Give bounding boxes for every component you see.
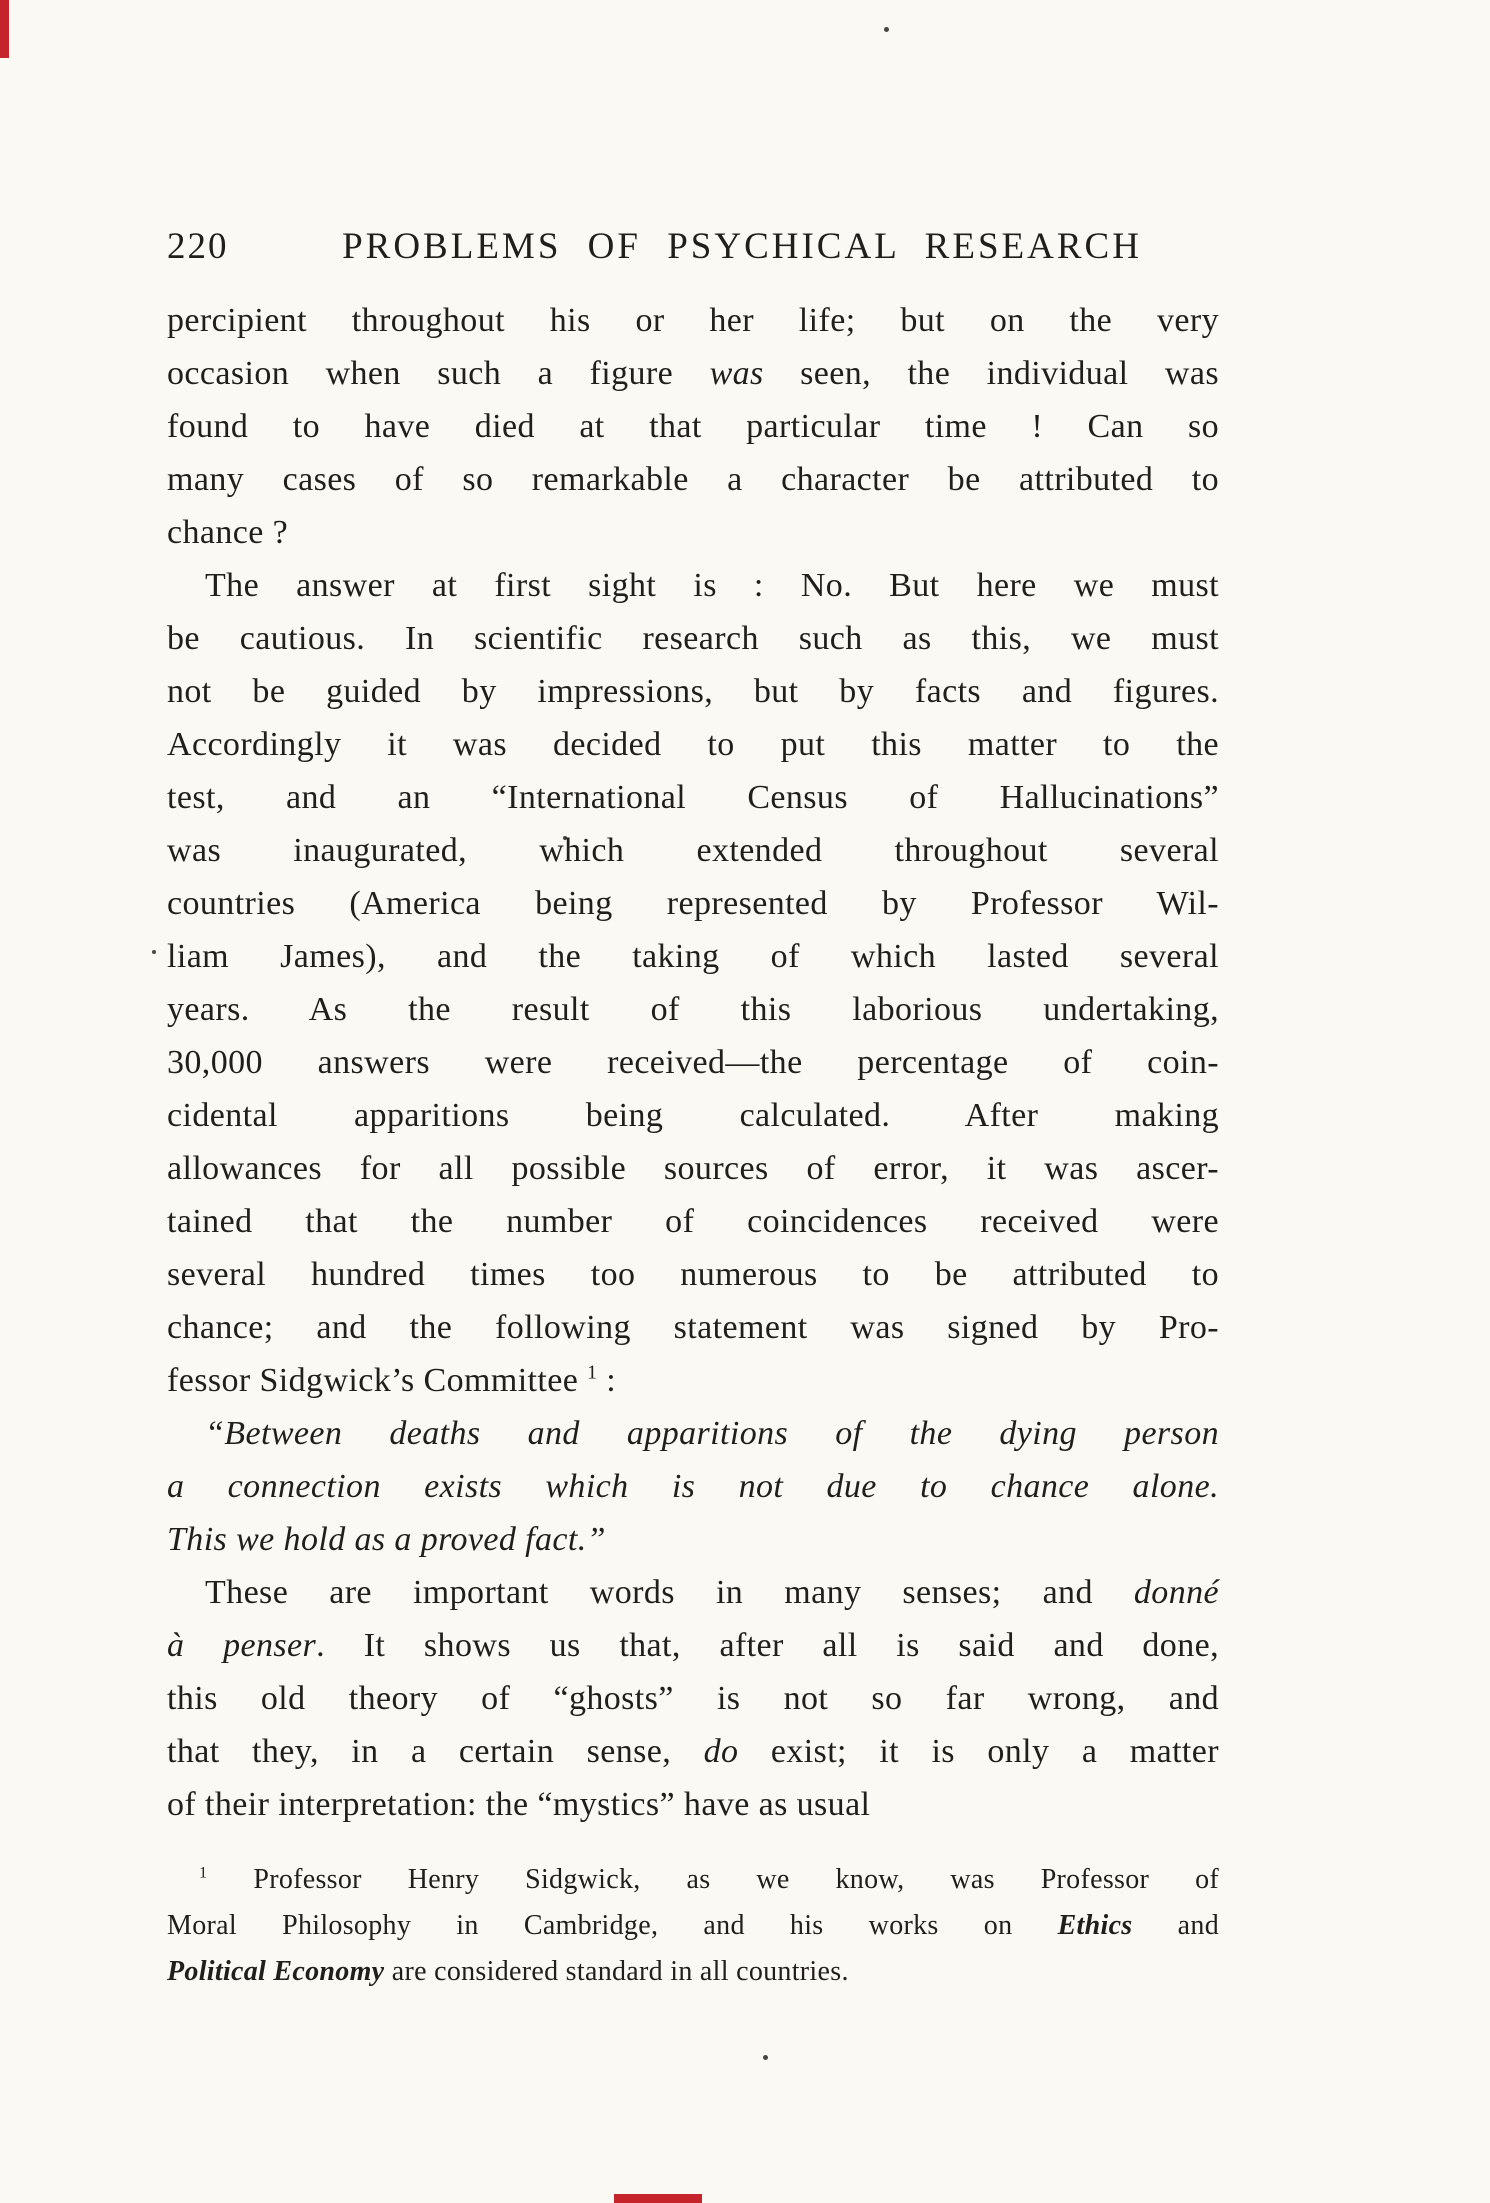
text-segment: Accordingly it was decided to put this matter to the (167, 726, 1219, 763)
text-line (167, 1513, 1219, 1566)
text-segment: and (1132, 1910, 1219, 1941)
text-line (167, 1725, 1219, 1778)
text-line (167, 1619, 1219, 1672)
text-line (167, 1672, 1219, 1725)
text-segment: of their interpretation: the “mystics” have as usual (167, 1786, 871, 1823)
text-line (167, 1142, 1219, 1195)
scan-artifact-red-mark-bottom (614, 2194, 702, 2203)
text-line (167, 1036, 1219, 1089)
running-title: PROBLEMS OF PSYCHICAL RESEARCH (342, 226, 1142, 267)
text-segment: tained that the number of coincidences received were (167, 1203, 1219, 1240)
text-line (167, 877, 1219, 930)
text-segment: percipient throughout his or her life; but on the very (167, 302, 1219, 339)
text-segment: do (703, 1733, 739, 1770)
scan-speck (884, 27, 889, 32)
text-segment: occasion when such a figure (167, 355, 710, 392)
text-line (167, 1407, 1219, 1460)
text-line (167, 1566, 1219, 1619)
text-line (167, 1903, 1219, 1949)
paragraph-continuation (167, 294, 1219, 559)
text-segment: a connection exists which is not due to chance alone. (167, 1468, 1219, 1505)
text-segment: countries (America being represented by Professor Wil- (167, 885, 1219, 922)
text-segment: The answer at first sight is : No. But here we must (205, 567, 1219, 604)
text-segment: donné (1133, 1574, 1219, 1611)
text-line (167, 1301, 1219, 1354)
running-header (167, 224, 1219, 270)
scan-speck (152, 950, 156, 954)
text-segment: seen, the individual was (763, 355, 1220, 392)
text-segment: many cases of so remarkable a character be attributed to (167, 461, 1219, 498)
text-segment: be cautious. In scientific research such as this, we must (167, 620, 1219, 657)
scan-speck (763, 2055, 768, 2060)
text-segment: These are important words in many senses; and (205, 1574, 1134, 1611)
text-segment: liam James), and the taking of which lasted several (167, 938, 1219, 975)
text-line (167, 1195, 1219, 1248)
text-segment: “Between deaths and apparitions of the dying person (205, 1415, 1219, 1452)
page-content (167, 224, 1219, 1995)
footnote (167, 1857, 1219, 1995)
text-segment: are considered standard in all countries. (384, 1956, 849, 1987)
text-segment: this old theory of “ghosts” is not so far wrong, and (167, 1680, 1219, 1717)
text-segment: that they, in a certain sense, (167, 1733, 704, 1770)
page-number: 220 (167, 226, 229, 267)
text-segment: à penser (167, 1627, 317, 1664)
text-segment: allowances for all possible sources of error, it was ascer- (167, 1150, 1219, 1187)
text-line (167, 1248, 1219, 1301)
text-segment: cidental apparitions being calculated. After making (167, 1097, 1219, 1134)
text-line (167, 983, 1219, 1036)
text-segment: exist; it is only a matter (738, 1733, 1219, 1770)
text-line (167, 824, 1219, 877)
text-line (167, 665, 1219, 718)
text-line (167, 400, 1219, 453)
text-segment: years. As the result of this laborious undertaking, (167, 991, 1219, 1028)
footnote-reference-superscript: 1 (199, 1863, 208, 1882)
text-line (167, 1354, 1219, 1407)
text-segment: Moral Philosophy in Cambridge, and his works on (167, 1910, 1058, 1941)
text-line (167, 1857, 1219, 1903)
text-line (167, 453, 1219, 506)
text-segment: : (597, 1362, 617, 1399)
footnote-reference-superscript: 1 (587, 1361, 598, 1384)
text-segment: chance; and the following statement was signed by Pro- (167, 1309, 1219, 1346)
paragraph-commentary (167, 1566, 1219, 1831)
text-line (167, 718, 1219, 771)
text-line (167, 1460, 1219, 1513)
scan-artifact-red-edge-top (0, 0, 9, 58)
text-line (167, 294, 1219, 347)
text-line (167, 612, 1219, 665)
text-segment: This we hold as a proved fact.” (167, 1521, 606, 1558)
text-segment: not be guided by impressions, but by facts and figures. (167, 673, 1219, 710)
text-segment: test, and an “International Census of Hallucinations” (167, 779, 1219, 816)
text-segment: Political Economy (167, 1956, 385, 1987)
text-line (167, 347, 1219, 400)
text-segment: was (709, 355, 764, 392)
text-line (167, 1778, 1219, 1831)
text-segment: found to have died at that particular time ! Can so (167, 408, 1219, 445)
text-segment: chance ? (167, 514, 289, 551)
body-text (167, 294, 1219, 1831)
text-line (167, 1089, 1219, 1142)
text-line (167, 1949, 1219, 1995)
text-segment: 30,000 answers were received—the percentage of coin- (167, 1044, 1219, 1081)
text-segment: several hundred times too numerous to be attributed to (167, 1256, 1219, 1293)
text-segment: fessor Sidgwick’s Committee (167, 1362, 588, 1399)
text-segment: was inaugurated, which extended throughout several (167, 832, 1219, 869)
paragraph-answer (167, 559, 1219, 1407)
text-segment: Ethics (1057, 1910, 1133, 1941)
text-line (167, 506, 1219, 559)
text-line (167, 771, 1219, 824)
text-segment: . It shows us that, after all is said and done, (316, 1627, 1219, 1664)
text-line (167, 559, 1219, 612)
text-line (167, 930, 1219, 983)
text-segment: Professor Henry Sidgwick, as we know, was Professor of (207, 1864, 1219, 1895)
block-quote-committee-statement (167, 1407, 1219, 1566)
